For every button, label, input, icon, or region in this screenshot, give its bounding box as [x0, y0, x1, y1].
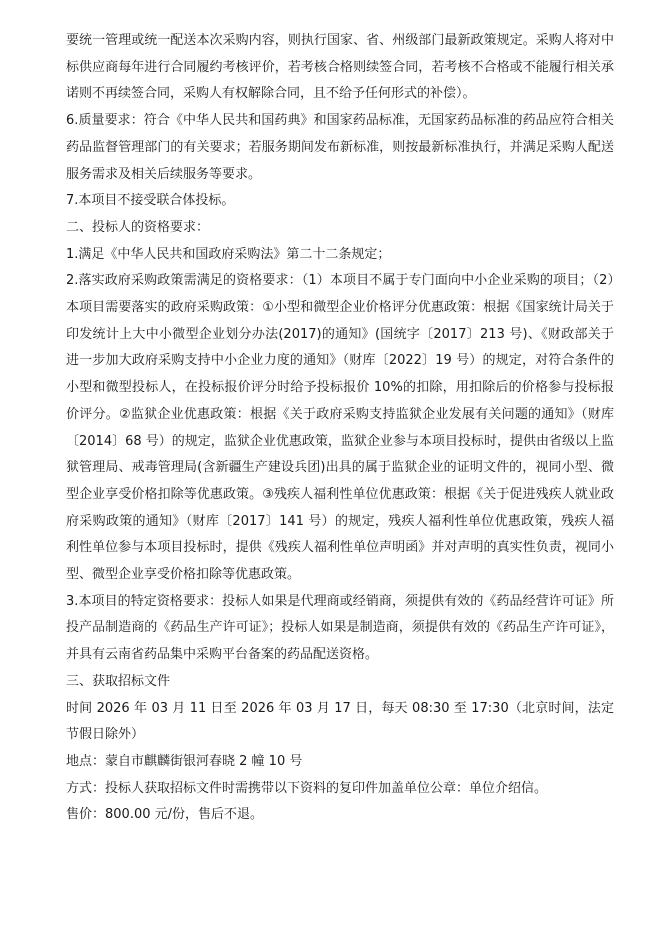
paragraph-policy-requirements: 2.落实政府采购政策需满足的资格要求：（1）本项目不属于专门面向中小企业采购的项目；（2）本项目需要落实的政府采购政策：①小型和微型企业价格评分优惠政策：根据《国家统计局关于印发统计上大中小微型企业划分办法(2017)的通知》(国统字〔2017〕213 号)、《财政部关于进一步加大政府采购支持中小企业力度的通知》（财库〔2022〕19 号）的规定，对符合条件的小型和微型投标人，在投标报价评分时给予投标报价 10%的扣除，用扣除后的价格参与投标报价评分。②监狱企业优惠政策：根据《关于政府采购支持监狱企业发展有关问题的通知》（财库〔2014〕68 号）的规定，监狱企业优惠政策，监狱企业参与本项目投标时，提供由省级以上监狱管理局、戒毒管理局(含新疆生产建设兵团)出具的属于监狱企业的证明文件的，视同小型、微型企业享受价格扣除等优惠政策。③残疾人福利性单位优惠政策：根据《关于促进残疾人就业政府采购政策的通知》（财库〔2017〕141 号）的规定，残疾人福利性单位优惠政策，残疾人福利性单位参与本项目投标时，提供《残疾人福利性单位声明函》并对声明的真实性负责，视同小型、微型企业享受价格扣除等优惠政策。: [66, 273, 614, 583]
paragraph-quality-requirements: 6.质量要求：符合《中华人民共和国药典》和国家药品标准，无国家药品标准的药品应符合相关药品监督管理部门的有关要求；若服务期间发布新标准，则按最新标准执行，并满足采购人配送服务需求及相关后续服务等要求。: [66, 113, 614, 182]
section-heading-qualifications: 二、投标人的资格要求：: [66, 219, 210, 235]
paragraph-time: 时间 2026 年 03 月 11 日至 2026 年 03 月 17 日，每天 08:30 至 17:30（北京时间，法定节假日除外）: [66, 700, 614, 743]
paragraph-method: 方式：投标人获取招标文件时需携带以下资料的复印件加盖单位公章：单位介绍信。: [66, 780, 548, 796]
paragraph-contract-policy: 要统一管理或统一配送本次采购内容，则执行国家、省、州级部门最新政策规定。采购人将对中标供应商每年进行合同履约考核评价，若考核合格则续签合同，若考核不合格或不能履行相关承诺则不再续签合同，采购人有权解除合同，且不给予任何形式的补偿）。: [66, 33, 614, 102]
paragraph-no-consortium: 7.本项目不接受联合体投标。: [66, 193, 235, 209]
section-heading-obtain-documents: 三、获取招标文件: [66, 673, 171, 689]
paragraph-specific-qualifications: 3.本项目的特定资格要求：投标人如果是代理商或经销商，须提供有效的《药品经营许可证》所投产品制造商的《药品生产许可证》；投标人如果是制造商，须提供有效的《药品生产许可证》，并具有云南省药品集中采购平台备案的药品配送资格。: [66, 593, 614, 663]
paragraph-procurement-law: 1.满足《中华人民共和国政府采购法》第二十二条规定；: [66, 246, 391, 262]
paragraph-location: 地点：蒙自市麒麟街银河春晓 2 幢 10 号: [66, 753, 303, 769]
paragraph-price: 售价：800.00 元/份，售后不退。: [66, 807, 263, 823]
